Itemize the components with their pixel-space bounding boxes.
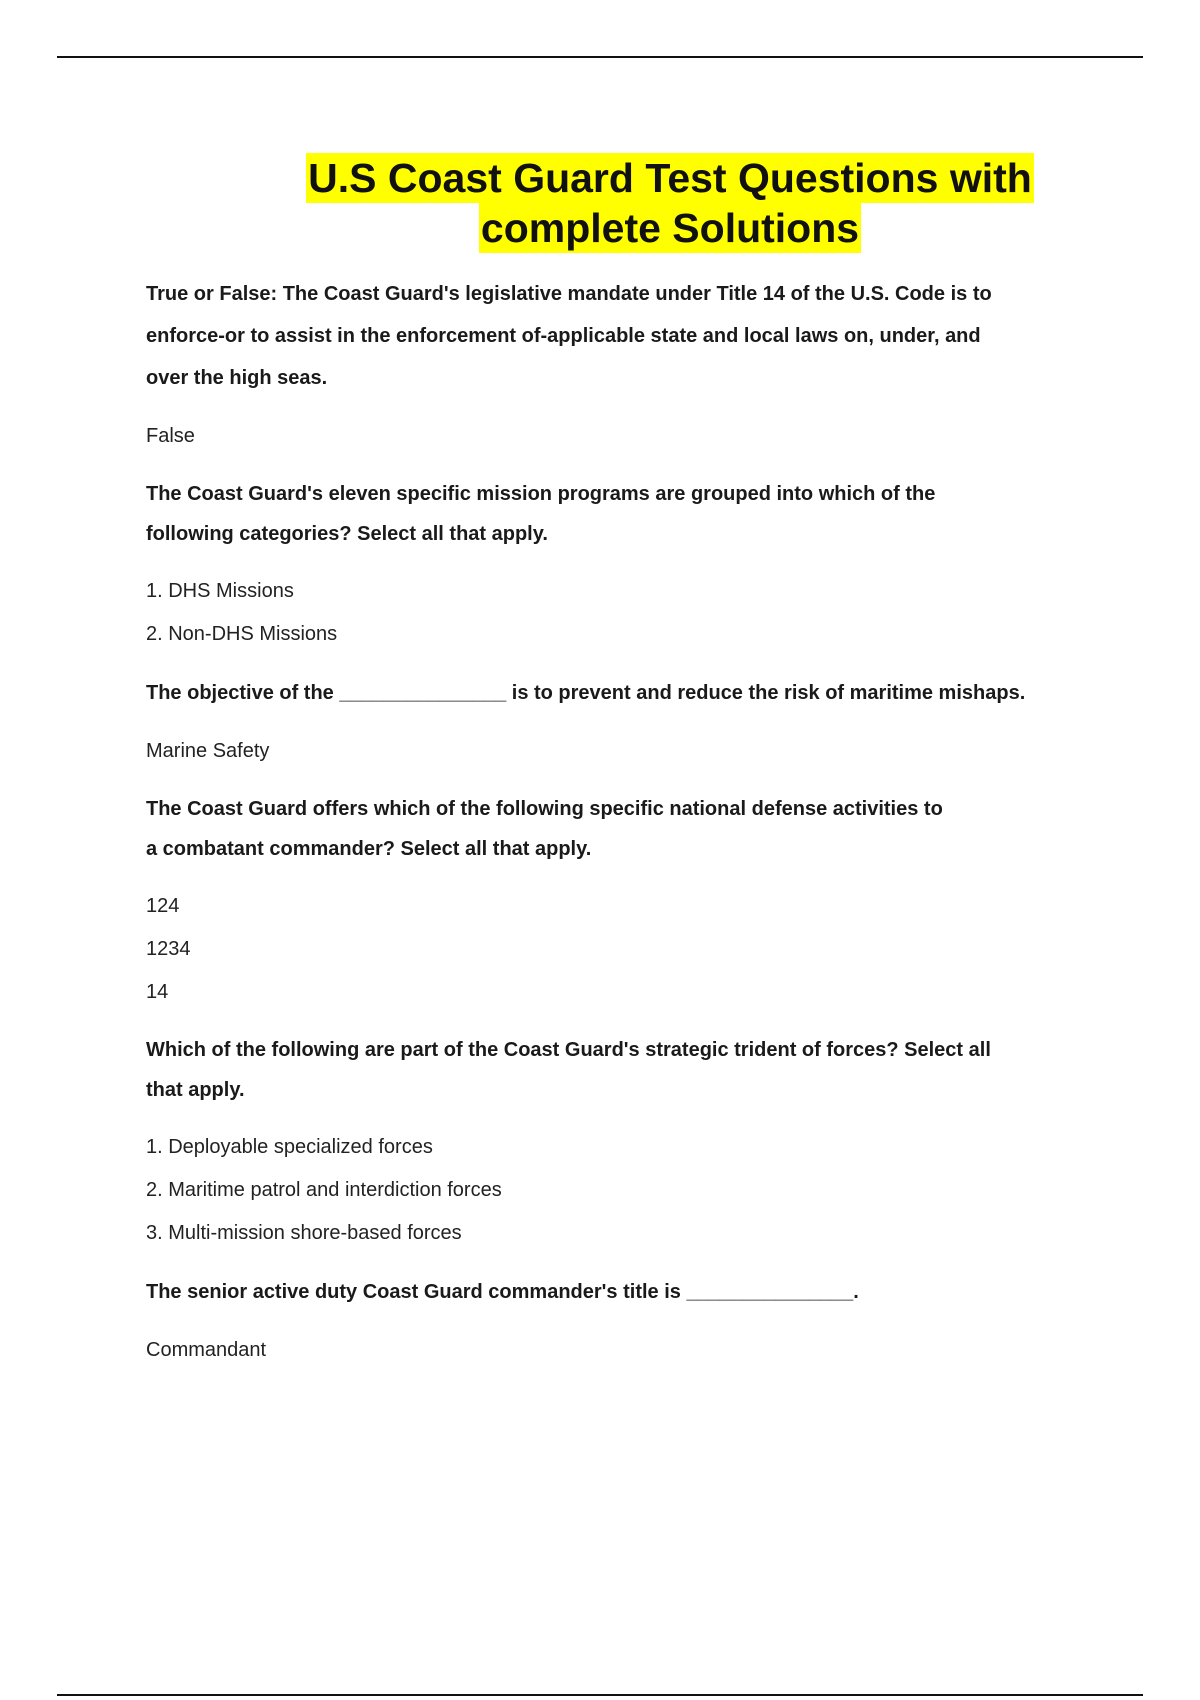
- question-5-line-2: that apply.: [146, 1079, 245, 1101]
- answer-3-1: Marine Safety: [146, 740, 270, 762]
- qa-item-6: [146, 1271, 1106, 1372]
- bottom-rule: [57, 1694, 1143, 1696]
- qa-list: [146, 273, 1106, 1372]
- answer-6-1: Commandant: [146, 1339, 267, 1361]
- title-line-2: complete Solutions: [480, 205, 860, 251]
- qa-item-4: [146, 789, 1106, 1014]
- question-3-line-1: The objective of the _______________ is to prevent and reduce the risk of maritime mishaps.: [146, 682, 1026, 704]
- question-4-line-1: The Coast Guard offers which of the following specific national defense activities to: [146, 798, 943, 820]
- qa-item-2: [146, 474, 1106, 656]
- question-2-line-1: The Coast Guard's eleven specific mission programs are grouped into which of the: [146, 483, 936, 505]
- question-1-line-1: True or False: The Coast Guard's legislative mandate under Title 14 of the U.S. Code is to: [146, 283, 992, 305]
- answer-4-3: 14: [146, 981, 169, 1003]
- question-6-line-1: The senior active duty Coast Guard commander's title is _______________.: [146, 1281, 859, 1303]
- question-1-line-3: over the high seas.: [146, 367, 328, 389]
- qa-item-5: [146, 1030, 1106, 1255]
- answer-5-1: 1. Deployable specialized forces: [146, 1136, 433, 1158]
- answer-1-1: False: [146, 425, 195, 447]
- qa-item-1: [146, 273, 1106, 458]
- question-4-line-2: a combatant commander? Select all that apply.: [146, 838, 592, 860]
- answer-5-2: 2. Maritime patrol and interdiction forces: [146, 1179, 502, 1201]
- top-rule: [57, 56, 1143, 58]
- answer-2-1: 1. DHS Missions: [146, 580, 294, 602]
- answer-4-1: 124: [146, 895, 180, 917]
- answer-5-3: 3. Multi-mission shore-based forces: [146, 1222, 462, 1244]
- question-2-line-2: following categories? Select all that apply.: [146, 523, 548, 545]
- answer-4-2: 1234: [146, 938, 191, 960]
- answer-2-2: 2. Non-DHS Missions: [146, 623, 338, 645]
- question-5-line-1: Which of the following are part of the Coast Guard's strategic trident of forces? Select all: [146, 1039, 991, 1061]
- question-1-line-2: enforce-or to assist in the enforcement of-applicable state and local laws on, under, and: [146, 325, 981, 347]
- qa-item-3: [146, 672, 1106, 773]
- document-title: [220, 153, 1120, 253]
- title-line-1: U.S Coast Guard Test Questions with: [308, 155, 1032, 201]
